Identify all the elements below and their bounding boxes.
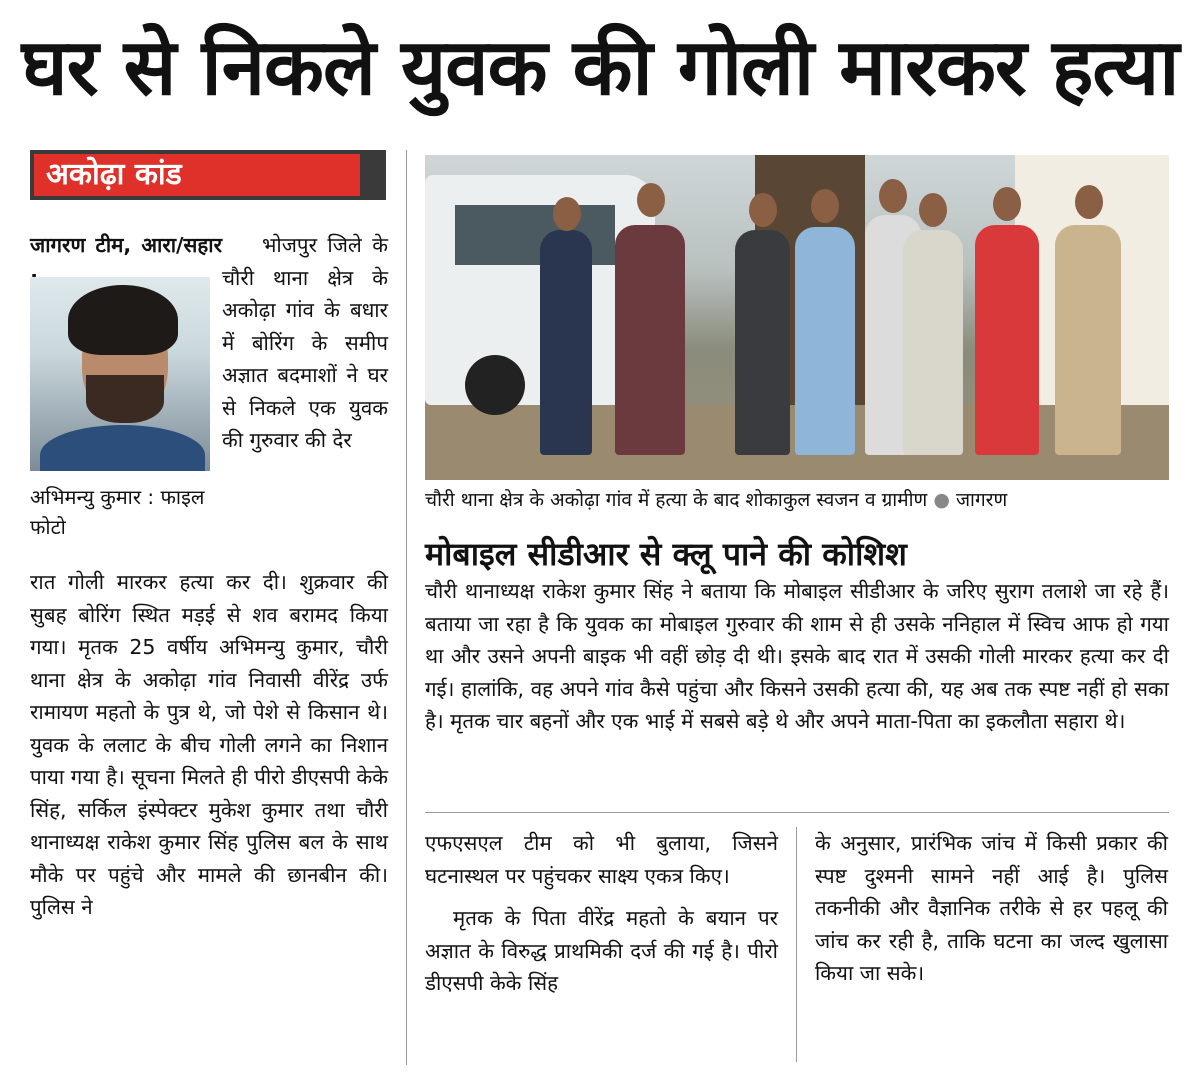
photo-person xyxy=(975,225,1039,455)
column-2-paragraph-2: मृतक के पिता वीरेंद्र महतो के बयान पर अज्ञात के विरुद्ध प्राथमिकी दर्ज की गई है। पीरो डीएसपी केके सिंह xyxy=(425,906,778,995)
photo-credit: जागरण xyxy=(955,489,1008,511)
subheading-body xyxy=(425,575,1169,738)
column-divider xyxy=(796,827,797,1062)
column-divider xyxy=(406,150,407,1065)
photo-person-head xyxy=(1075,185,1103,219)
photo-person xyxy=(1055,225,1121,455)
group-photo xyxy=(425,155,1169,480)
photo-person xyxy=(795,227,855,455)
photo-shirt xyxy=(40,425,205,471)
headline: घर से निकले युवक की गोली मारकर हत्या xyxy=(21,23,1179,113)
photo-person-head xyxy=(919,193,947,227)
column-3-paragraph: के अनुसार, प्रारंभिक जांच में किसी प्रकार की स्पष्ट दुश्मनी सामने नहीं आई है। पुलिस तकनीकी और वैज्ञानिक तरीके से हर पहलू की जांच कर रही है, ताकि घटना का जल्द खुलासा किया जा सके। xyxy=(815,831,1168,985)
section-divider xyxy=(425,812,1169,813)
wrap-text-content: भोजपुर जिले के चौरी थाना क्षेत्र के अकोढ़ा गांव के बधार में बोरिंग के समीप अज्ञात बदमाशों ने घर से निकले एक युवक की गुरुवार की देर xyxy=(222,233,388,452)
victim-photo xyxy=(30,277,210,471)
photo-person xyxy=(735,230,790,455)
photo-person-head xyxy=(811,189,839,223)
photo-person-head xyxy=(553,197,581,231)
byline: जागरण टीम, आरा/सहार xyxy=(30,233,222,257)
photo-person-head xyxy=(879,179,907,213)
photo-person xyxy=(615,225,685,455)
column-2-paragraph-1: एफएसएल टीम को भी बुलाया, जिसने घटनास्थल पर पहुंचकर साक्ष्य एकत्र किए। xyxy=(425,831,778,888)
photo-person xyxy=(903,230,963,455)
photo-person-head xyxy=(749,193,777,227)
subheading-paragraph: चौरी थानाध्यक्ष राकेश कुमार सिंह ने बताया कि मोबाइल सीडीआर के जरिए सुराग तलाशे जा रहे हैं। बताया जा रहा है कि युवक का मोबाइल गुरुवार की शाम से ही उसके ननिहाल में स्विच आफ हो गया था और उसने अपनी बाइक भी वहीं छोड़ दी थी। इसके बाद रात में उसकी गोली मारकर हत्या कर दी गई। हालांकि, वह अपने गांव कैसे पहुंचा और किसने उसकी हत्या की, यह अब तक स्पष्ट नहीं हो सका है। मृतक चार बहनों और एक भाई में सबसे बड़े थे और अपने माता-पिता का इकलौता सहारा थे। xyxy=(425,579,1169,733)
column-3-text xyxy=(815,827,1168,990)
group-photo-caption-text: चौरी थाना क्षेत्र के अकोढ़ा गांव में हत्या के बाद शोकाकुल स्वजन व ग्रामीण xyxy=(425,489,928,511)
topic-tag xyxy=(30,150,386,200)
photo-person-head xyxy=(637,183,665,217)
photo-person-head xyxy=(993,187,1021,221)
group-photo-caption xyxy=(425,485,1169,515)
column-2-text xyxy=(425,827,778,1000)
victim-photo-caption: अभिमन्यु कुमार : फाइल फोटो xyxy=(30,485,205,539)
subheading: मोबाइल सीडीआर से क्लू पाने की कोशिश xyxy=(425,535,907,573)
photo-beard xyxy=(86,375,164,423)
topic-label: अकोढ़ा कांड xyxy=(34,154,360,196)
column-1-text xyxy=(30,566,388,924)
column-1-paragraph: रात गोली मारकर हत्या कर दी। शुक्रवार की सुबह बोरिंग स्थित मड़ई से शव बरामद किया गया। मृतक 25 वर्षीय अभिमन्यु कुमार, चौरी थाना क्षेत्र के अकोढ़ा गांव निवासी वीरेंद्र उर्फ रामायण महतो के पुत्र थे, जो पेशे से किसान थे। युवक के ललाट के बीच गोली लगने का निशान पाया गया है। सूचना मिलते ही पीरो डीएसपी केके सिंह, सर्किल इंस्पेक्टर मुकेश कुमार तथा चौरी थानाध्यक्ष राकेश कुमार सिंह पुलिस बल के साथ मौके पर पहुंचे और मामले की छानबीन की। पुलिस ने xyxy=(30,570,388,919)
credit-dot-icon: ● xyxy=(933,489,950,511)
photo-jeep-wheel xyxy=(465,355,525,415)
wrap-text xyxy=(222,229,388,457)
photo-person xyxy=(540,230,592,455)
photo-hair xyxy=(68,285,178,355)
